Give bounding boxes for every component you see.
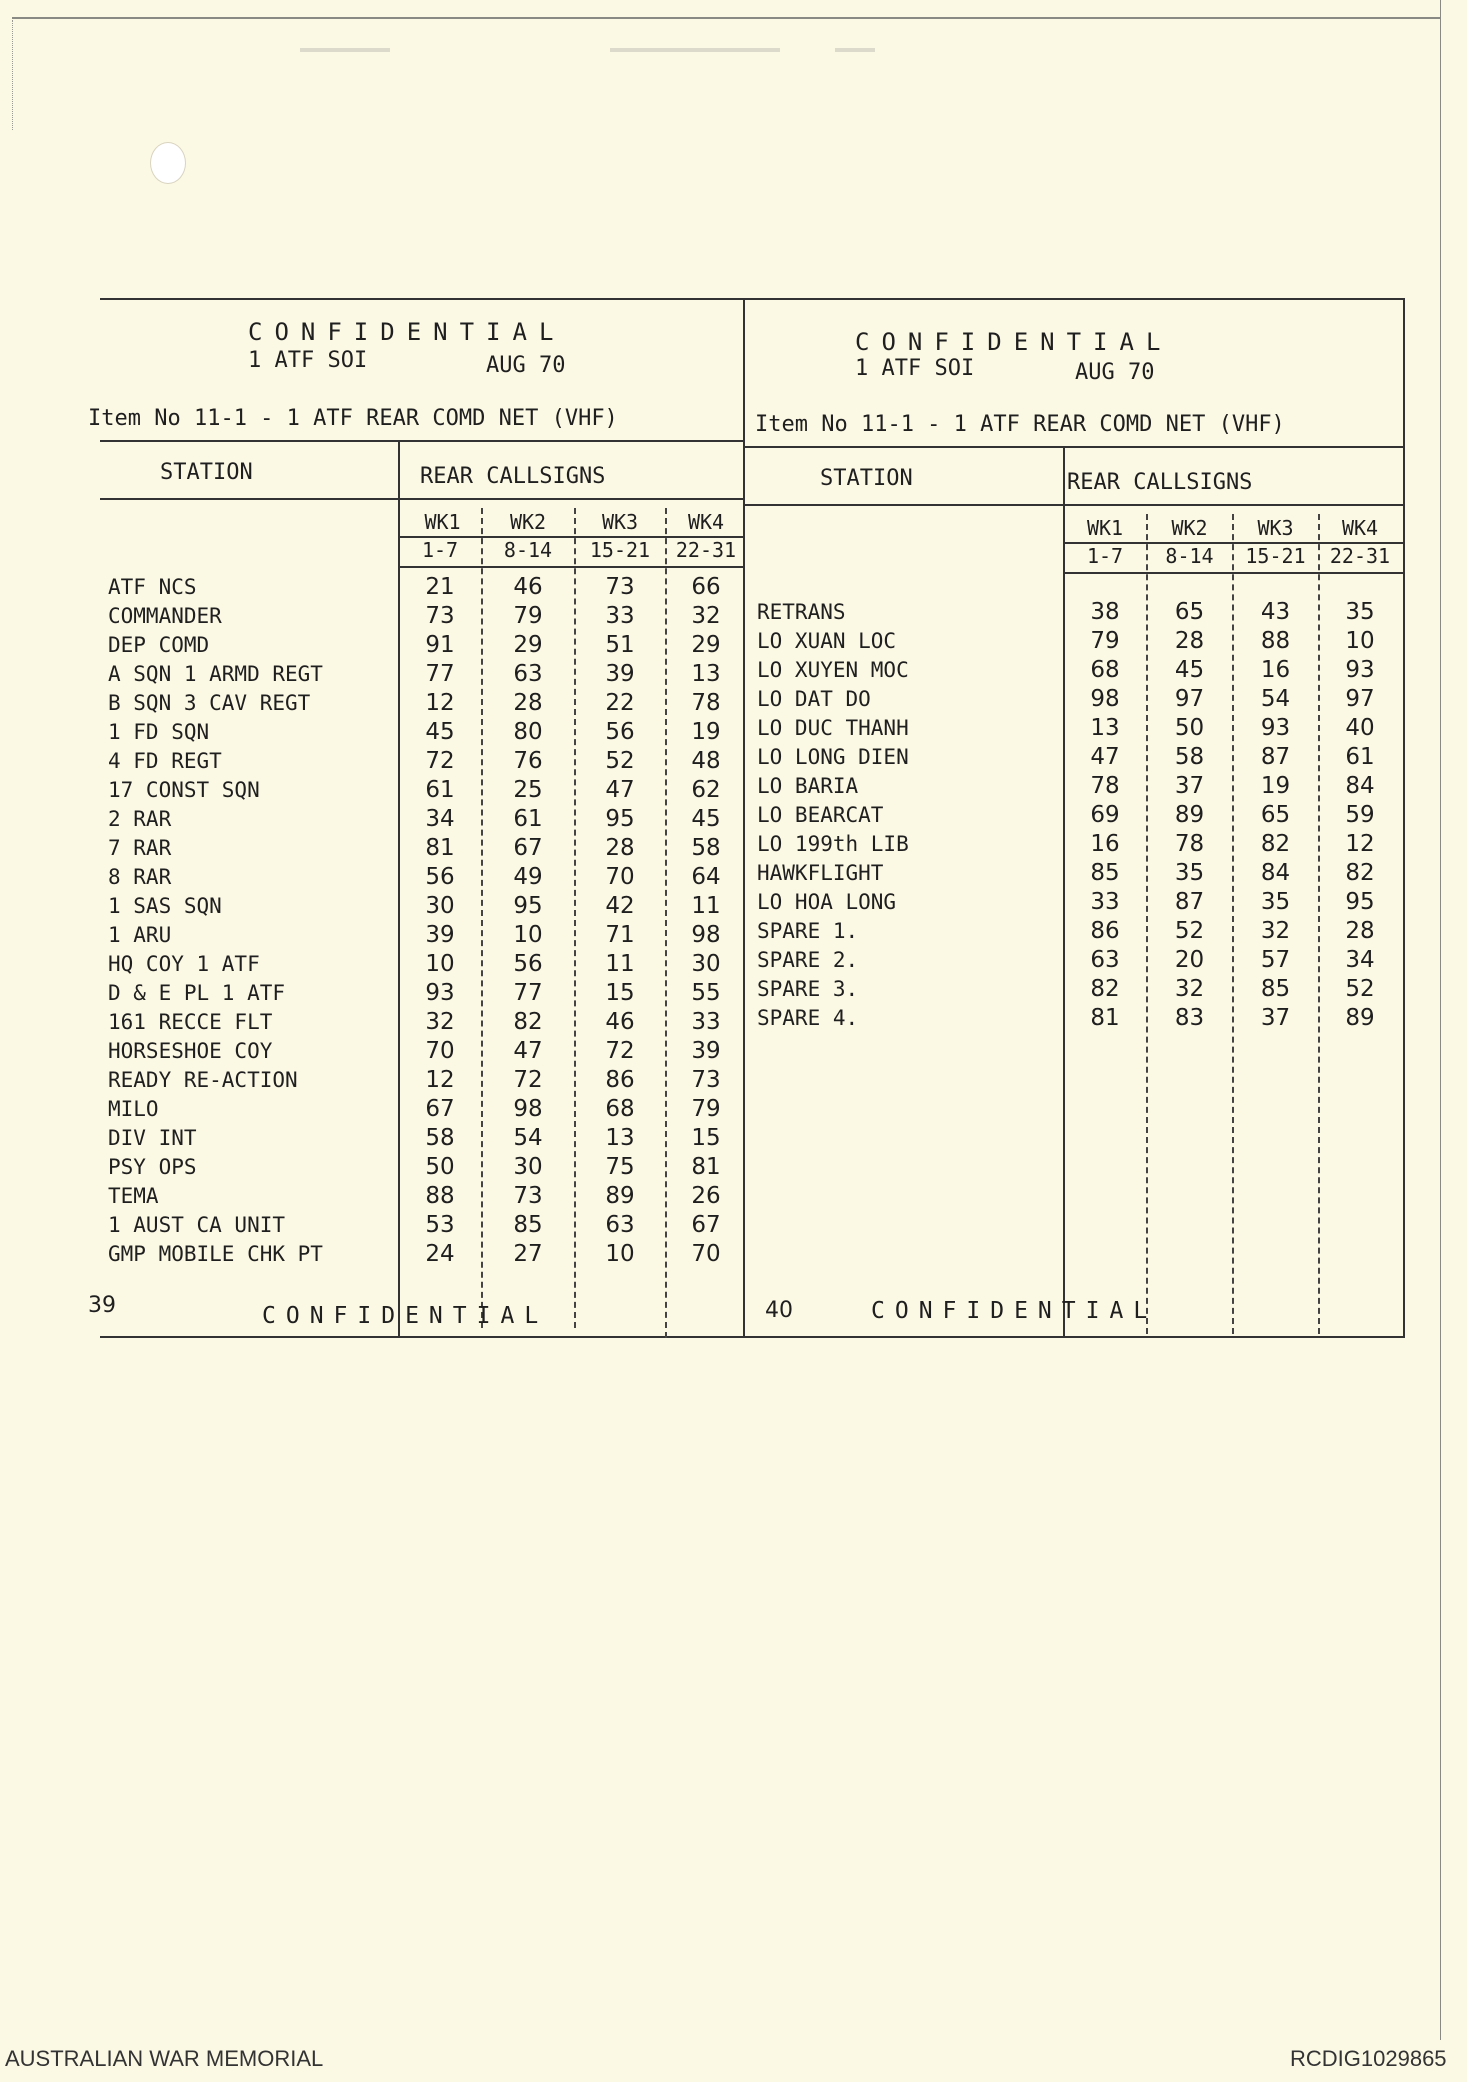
callsign-cell: 30 — [691, 951, 721, 977]
page-top-edge — [12, 17, 1440, 19]
punch-hole — [150, 142, 186, 184]
left-wk3-label: WK3 — [601, 510, 639, 534]
left-station-name: 7 RAR — [108, 836, 172, 860]
callsign-cell: 68 — [1090, 657, 1120, 683]
callsign-cell: 61 — [1345, 744, 1375, 770]
callsign-cell: 13 — [691, 661, 721, 687]
callsign-cell: 32 — [1174, 976, 1205, 1002]
right-station-list — [757, 598, 909, 1033]
left-station-name: 8 RAR — [108, 865, 172, 889]
callsign-cell: 15 — [605, 980, 635, 1006]
callsign-cell: 81 — [425, 835, 455, 861]
left-station-name: DIV INT — [108, 1126, 197, 1150]
callsign-cell: 70 — [691, 1241, 721, 1267]
left-station-name: 17 CONST SQN — [108, 778, 260, 802]
callsign-cell: 52 — [605, 748, 635, 774]
callsign-cell: 72 — [605, 1038, 635, 1064]
right-callsign-rule — [745, 504, 1405, 506]
right-station-name: LO XUYEN MOC — [757, 658, 909, 682]
right-station-name: LO BEARCAT — [757, 803, 884, 827]
callsign-cell: 79 — [1090, 628, 1120, 654]
left-wk4-range: 22-31 — [675, 538, 737, 562]
left-station-name: HQ COY 1 ATF — [108, 952, 260, 976]
callsign-cell: 93 — [425, 980, 455, 1006]
left-station-name: TEMA — [108, 1184, 159, 1208]
callsign-cell: 84 — [1260, 860, 1291, 886]
right-station-name: LO DUC THANH — [757, 716, 909, 740]
callsign-cell: 86 — [605, 1067, 635, 1093]
left-classification: CONFIDENTIAL — [248, 318, 566, 346]
callsign-cell: 11 — [605, 951, 635, 977]
left-wk3-column — [576, 573, 664, 1269]
right-station-name: SPARE 1. — [757, 919, 859, 943]
callsign-cell: 89 — [1345, 1005, 1375, 1031]
callsign-cell: 83 — [1174, 1005, 1205, 1031]
callsign-cell: 55 — [691, 980, 721, 1006]
callsign-cell: 93 — [1345, 657, 1375, 683]
left-date: AUG 70 — [486, 353, 566, 378]
right-item-title: Item No 11-1 - 1 ATF REAR COMD NET (VHF) — [755, 412, 1285, 437]
right-wk2-column — [1148, 598, 1231, 1033]
right-station-name: LO DAT DO — [757, 687, 871, 711]
left-station-list — [108, 573, 323, 1269]
callsign-cell: 29 — [513, 632, 543, 658]
callsign-cell: 78 — [691, 690, 721, 716]
ink-smudge — [300, 48, 390, 52]
left-station-name: 161 RECCE FLT — [108, 1010, 273, 1034]
ink-smudge — [610, 48, 780, 52]
left-range-rule — [398, 566, 745, 568]
callsign-cell: 27 — [513, 1241, 543, 1267]
callsign-cell: 56 — [425, 864, 455, 890]
callsign-cell: 61 — [513, 806, 543, 832]
archive-credit-right: RCDIG1029865 — [1290, 2046, 1447, 2071]
callsign-cell: 42 — [605, 893, 635, 919]
left-unit: 1 ATF SOI — [248, 348, 368, 373]
callsign-cell: 12 — [425, 1067, 455, 1093]
left-station-name: B SQN 3 CAV REGT — [108, 691, 311, 715]
left-wk4-column — [667, 573, 745, 1269]
callsign-cell: 62 — [691, 777, 721, 803]
callsign-cell: 45 — [425, 719, 455, 745]
callsign-cell: 47 — [513, 1038, 543, 1064]
right-range-rule — [1063, 572, 1405, 574]
left-wk4-label: WK4 — [687, 510, 725, 534]
callsign-cell: 25 — [513, 777, 543, 803]
left-station-name: A SQN 1 ARMD REGT — [108, 662, 323, 686]
callsign-cell: 47 — [1090, 744, 1120, 770]
left-station-name: 1 SAS SQN — [108, 894, 222, 918]
callsign-cell: 73 — [513, 1183, 543, 1209]
left-wk1-range: 1-7 — [421, 538, 459, 562]
callsign-cell: 33 — [605, 603, 635, 629]
callsign-cell: 68 — [605, 1096, 635, 1122]
callsign-cell: 89 — [1174, 802, 1205, 828]
page-left-edge — [12, 20, 13, 130]
callsign-cell: 49 — [513, 864, 543, 890]
right-page — [745, 298, 1390, 1338]
right-station-name: LO 199th LIB — [757, 832, 909, 856]
callsign-cell: 20 — [1174, 947, 1205, 973]
callsign-cell: 77 — [513, 980, 543, 1006]
callsign-cell: 57 — [1260, 947, 1291, 973]
callsign-cell: 28 — [605, 835, 635, 861]
callsign-cell: 46 — [605, 1009, 635, 1035]
callsign-cell: 22 — [605, 690, 635, 716]
callsign-cell: 80 — [513, 719, 543, 745]
callsign-cell: 87 — [1260, 744, 1291, 770]
right-item-underline — [745, 446, 1405, 448]
callsign-cell: 53 — [425, 1212, 455, 1238]
callsign-cell: 35 — [1345, 599, 1375, 625]
callsign-cell: 67 — [513, 835, 543, 861]
callsign-cell: 70 — [605, 864, 635, 890]
right-wk3-column — [1234, 598, 1317, 1033]
callsign-cell: 47 — [605, 777, 635, 803]
right-wk3-range: 15-21 — [1245, 544, 1306, 568]
callsign-cell: 97 — [1174, 686, 1205, 712]
callsign-cell: 50 — [1174, 715, 1205, 741]
right-station-name: RETRANS — [757, 600, 846, 624]
callsign-cell: 28 — [513, 690, 543, 716]
callsign-cell: 64 — [691, 864, 721, 890]
left-station-name: 2 RAR — [108, 807, 172, 831]
left-item-title: Item No 11-1 - 1 ATF REAR COMD NET (VHF) — [88, 406, 618, 431]
callsign-cell: 95 — [1345, 889, 1375, 915]
callsign-cell: 75 — [605, 1154, 635, 1180]
callsign-cell: 39 — [605, 661, 635, 687]
callsign-cell: 61 — [425, 777, 455, 803]
callsign-cell: 71 — [605, 922, 635, 948]
callsign-cell: 73 — [691, 1067, 721, 1093]
callsign-cell: 28 — [1345, 918, 1375, 944]
left-station-name: COMMANDER — [108, 604, 222, 628]
callsign-cell: 98 — [513, 1096, 543, 1122]
right-station-name: SPARE 2. — [757, 948, 859, 972]
left-station-name: 1 AUST CA UNIT — [108, 1213, 286, 1237]
callsign-cell: 39 — [425, 922, 455, 948]
callsign-cell: 12 — [425, 690, 455, 716]
right-page-number: 40 — [765, 1298, 793, 1323]
callsign-cell: 13 — [605, 1125, 635, 1151]
callsign-cell: 32 — [1260, 918, 1291, 944]
right-wk1-column — [1065, 598, 1145, 1033]
callsign-cell: 81 — [1090, 1005, 1120, 1031]
callsign-cell: 78 — [1090, 773, 1120, 799]
callsign-cell: 84 — [1345, 773, 1375, 799]
callsign-cell: 26 — [691, 1183, 721, 1209]
callsign-cell: 97 — [1345, 686, 1375, 712]
callsign-cell: 67 — [691, 1212, 721, 1238]
callsign-cell: 16 — [1090, 831, 1120, 857]
right-unit: 1 ATF SOI — [855, 356, 975, 381]
callsign-cell: 95 — [513, 893, 543, 919]
right-wk2-range: 8-14 — [1165, 544, 1214, 568]
left-station-name: 1 FD SQN — [108, 720, 210, 744]
callsign-cell: 10 — [1345, 628, 1375, 654]
left-station-name: MILO — [108, 1097, 159, 1121]
right-wk2-label: WK2 — [1171, 516, 1208, 540]
left-wk1-column — [400, 573, 480, 1269]
sheet-right-border — [1403, 298, 1405, 1338]
ink-smudge — [835, 48, 875, 52]
callsign-cell: 29 — [691, 632, 721, 658]
callsign-cell: 34 — [425, 806, 455, 832]
left-wk1-label: WK1 — [424, 510, 461, 534]
left-callsign-rule — [100, 498, 745, 500]
callsign-cell: 15 — [691, 1125, 721, 1151]
left-callsigns-header: REAR CALLSIGNS — [420, 464, 606, 489]
callsign-cell: 34 — [1345, 947, 1375, 973]
callsign-cell: 79 — [513, 603, 543, 629]
right-station-name: SPARE 3. — [757, 977, 859, 1001]
callsign-cell: 82 — [1090, 976, 1120, 1002]
callsign-cell: 19 — [1260, 773, 1291, 799]
callsign-cell: 63 — [1090, 947, 1120, 973]
right-station-header: STATION — [820, 466, 913, 491]
callsign-cell: 56 — [605, 719, 635, 745]
callsign-cell: 30 — [425, 893, 455, 919]
left-station-name: READY RE-ACTION — [108, 1068, 298, 1092]
callsign-cell: 56 — [513, 951, 543, 977]
right-date: AUG 70 — [1075, 360, 1155, 385]
callsign-cell: 38 — [1090, 599, 1120, 625]
callsign-cell: 12 — [1345, 831, 1375, 857]
callsign-cell: 10 — [425, 951, 455, 977]
callsign-cell: 52 — [1345, 976, 1375, 1002]
left-page — [88, 298, 745, 1338]
right-station-name: LO BARIA — [757, 774, 859, 798]
callsign-cell: 88 — [1260, 628, 1291, 654]
callsign-cell: 82 — [1345, 860, 1375, 886]
right-station-name: LO LONG DIEN — [757, 745, 909, 769]
callsign-cell: 32 — [691, 603, 721, 629]
callsign-cell: 10 — [513, 922, 543, 948]
callsign-cell: 89 — [605, 1183, 635, 1209]
callsign-cell: 11 — [691, 893, 721, 919]
callsign-cell: 72 — [513, 1067, 543, 1093]
callsign-cell: 72 — [425, 748, 455, 774]
left-station-name: PSY OPS — [108, 1155, 197, 1179]
right-wk4-label: WK4 — [1341, 516, 1379, 540]
callsign-cell: 76 — [513, 748, 543, 774]
callsign-cell: 86 — [1090, 918, 1120, 944]
callsign-cell: 70 — [425, 1038, 455, 1064]
callsign-cell: 33 — [691, 1009, 721, 1035]
callsign-cell: 58 — [691, 835, 721, 861]
callsign-cell: 98 — [691, 922, 721, 948]
callsign-cell: 65 — [1260, 802, 1291, 828]
callsign-cell: 48 — [691, 748, 721, 774]
callsign-cell: 37 — [1174, 773, 1205, 799]
callsign-cell: 51 — [605, 632, 635, 658]
callsign-cell: 50 — [425, 1154, 455, 1180]
left-station-name: ATF NCS — [108, 575, 197, 599]
callsign-cell: 88 — [425, 1183, 455, 1209]
right-wk4-column — [1320, 598, 1400, 1033]
callsign-cell: 58 — [425, 1125, 455, 1151]
callsign-cell: 63 — [605, 1212, 635, 1238]
callsign-cell: 43 — [1260, 599, 1291, 625]
callsign-cell: 63 — [513, 661, 543, 687]
callsign-cell: 35 — [1174, 860, 1205, 886]
right-callsigns-header: REAR CALLSIGNS — [1067, 470, 1253, 495]
callsign-cell: 54 — [1260, 686, 1291, 712]
left-station-name: 1 ARU — [108, 923, 172, 947]
callsign-cell: 98 — [1090, 686, 1120, 712]
callsign-cell: 85 — [513, 1212, 543, 1238]
callsign-cell: 19 — [691, 719, 721, 745]
callsign-cell: 10 — [605, 1241, 635, 1267]
callsign-cell: 28 — [1174, 628, 1205, 654]
left-page-number: 39 — [88, 1293, 116, 1318]
right-station-name: HAWKFLIGHT — [757, 861, 884, 885]
callsign-cell: 13 — [1090, 715, 1120, 741]
callsign-cell: 73 — [425, 603, 455, 629]
right-footer-classification: CONFIDENTIAL — [871, 1298, 1158, 1324]
callsign-cell: 16 — [1260, 657, 1291, 683]
right-classification: CONFIDENTIAL — [855, 328, 1173, 356]
callsign-cell: 82 — [1260, 831, 1291, 857]
callsign-cell: 37 — [1260, 1005, 1291, 1031]
callsign-cell: 59 — [1345, 802, 1375, 828]
callsign-cell: 81 — [691, 1154, 721, 1180]
page-right-edge — [1440, 0, 1441, 2040]
callsign-cell: 95 — [605, 806, 635, 832]
callsign-cell: 54 — [513, 1125, 543, 1151]
callsign-cell: 85 — [1260, 976, 1291, 1002]
left-station-name: 4 FD REGT — [108, 749, 222, 773]
callsign-cell: 35 — [1260, 889, 1291, 915]
callsign-cell: 78 — [1174, 831, 1205, 857]
callsign-cell: 45 — [1174, 657, 1205, 683]
callsign-cell: 66 — [691, 574, 721, 600]
callsign-cell: 32 — [425, 1009, 455, 1035]
callsign-cell: 82 — [513, 1009, 543, 1035]
callsign-cell: 79 — [691, 1096, 721, 1122]
callsign-cell: 73 — [605, 574, 635, 600]
callsign-cell: 45 — [691, 806, 721, 832]
right-wk1-label: WK1 — [1086, 516, 1124, 540]
right-wk4-range: 22-31 — [1329, 544, 1391, 568]
callsign-cell: 58 — [1174, 744, 1205, 770]
left-wk2-range: 8-14 — [503, 538, 553, 562]
left-station-header: STATION — [160, 460, 253, 485]
right-station-name: SPARE 4. — [757, 1006, 859, 1030]
archive-credit-left: AUSTRALIAN WAR MEMORIAL — [5, 2046, 324, 2071]
right-station-name: LO XUAN LOC — [757, 629, 897, 653]
callsign-cell: 67 — [425, 1096, 455, 1122]
left-footer-classification: CONFIDENTIAL — [262, 1303, 549, 1329]
right-station-name: LO HOA LONG — [757, 890, 897, 914]
callsign-cell: 33 — [1090, 889, 1120, 915]
left-station-name: HORSESHOE COY — [108, 1039, 273, 1063]
left-wk2-label: WK2 — [509, 510, 547, 534]
right-wk1-range: 1-7 — [1086, 544, 1124, 568]
callsign-cell: 87 — [1174, 889, 1205, 915]
callsign-cell: 85 — [1090, 860, 1120, 886]
callsign-cell: 65 — [1174, 599, 1205, 625]
left-wk3-range: 15-21 — [589, 538, 651, 562]
callsign-cell: 30 — [513, 1154, 543, 1180]
callsign-cell: 52 — [1174, 918, 1205, 944]
callsign-cell: 39 — [691, 1038, 721, 1064]
left-station-name: D & E PL 1 ATF — [108, 981, 286, 1005]
callsign-cell: 91 — [425, 632, 455, 658]
callsign-cell: 24 — [425, 1241, 455, 1267]
callsign-cell: 21 — [425, 574, 455, 600]
callsign-cell: 40 — [1345, 715, 1375, 741]
left-wk2-column — [483, 573, 573, 1269]
callsign-cell: 46 — [513, 574, 543, 600]
callsign-cell: 93 — [1260, 715, 1291, 741]
right-wk3-label: WK3 — [1257, 516, 1294, 540]
left-station-name: GMP MOBILE CHK PT — [108, 1242, 323, 1266]
left-station-name: DEP COMD — [108, 633, 210, 657]
left-item-underline — [100, 440, 745, 442]
callsign-sheet — [88, 298, 1405, 1338]
callsign-cell: 77 — [425, 661, 455, 687]
callsign-cell: 69 — [1090, 802, 1120, 828]
